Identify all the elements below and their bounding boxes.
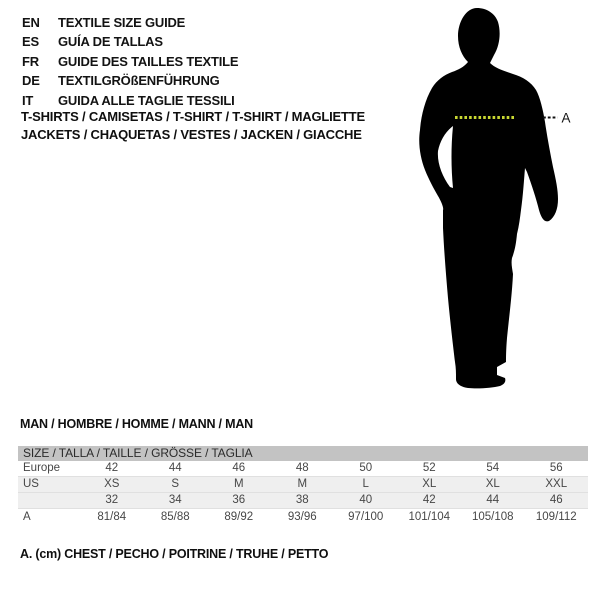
size-value: 81/84 [97,510,127,523]
garment-categories [21,108,365,144]
size-value: 32 [105,494,119,506]
section-title: MAN / HOMBRE / HOMME / MANN / MAN [20,417,253,431]
language-code: IT [22,92,34,108]
size-value: XS [104,478,120,490]
row-label: A [23,510,31,523]
size-value: 97/100 [348,510,384,523]
size-value: 54 [486,462,500,474]
measure-label-a: A [561,110,571,126]
language-code: FR [22,53,39,69]
size-value: 46 [549,494,563,506]
language-row [22,13,238,32]
size-value: 42 [105,462,119,474]
language-row [22,71,238,90]
size-value: S [171,478,180,490]
size-value: 36 [232,494,246,506]
size-value: 52 [422,462,436,474]
table-row-europe [18,461,588,477]
size-value: XL [422,478,437,490]
language-code: EN [22,15,40,30]
size-value: 50 [359,462,373,474]
language-title: TEXTILE SIZE GUIDE [58,15,186,30]
language-list [22,13,238,110]
size-value: 85/88 [160,510,190,523]
language-row [22,32,238,51]
man-silhouette [419,8,558,388]
table-row-chest-cm [18,509,588,525]
size-value: 46 [232,462,246,474]
size-value: 101/104 [408,510,451,523]
size-value: 34 [168,494,182,506]
size-value: L [362,478,369,490]
table-row-numeric [18,493,588,509]
size-value: XL [485,478,500,490]
size-value: 89/92 [224,510,254,523]
man-silhouette-figure [398,0,580,400]
measurement-footnote: A. (cm) CHEST / PECHO / POITRINE / TRUHE / PETTO [20,547,329,561]
size-value: 48 [295,462,309,474]
table-row-us [18,477,588,493]
row-label: US [23,478,39,490]
size-value: 38 [295,494,309,506]
language-code: ES [22,34,39,50]
size-value: 44 [486,494,500,506]
category-jackets: JACKETS / CHAQUETAS / VESTES / JACKEN / GIACCHE [21,126,362,142]
language-row [22,52,238,71]
language-title: GUIDA ALLE TAGLIE TESSILI [58,92,235,108]
category-tshirts: T-SHIRTS / CAMISETAS / T-SHIRT / T-SHIRT / MAGLIETTE [21,109,365,124]
size-value: 93/96 [287,510,317,523]
row-label: Europe [23,462,61,474]
size-value: 56 [549,462,563,474]
language-code: DE [22,73,40,89]
size-value: 42 [422,494,436,506]
size-value: 109/112 [535,510,577,523]
size-value: XXL [545,478,568,490]
size-value: M [297,478,308,490]
language-title: GUIDE DES TAILLES TEXTILE [58,53,239,69]
size-value: 44 [168,462,182,474]
size-table [18,446,588,525]
size-value: M [233,478,244,490]
language-title: GUÍA DE TALLAS [58,34,163,50]
size-table-header: SIZE / TALLA / TAILLE / GRÖSSE / TAGLIA [18,446,588,461]
language-title: TEXTILGRÖßENFÜHRUNG [58,73,220,89]
size-value: 40 [359,494,373,506]
size-value: 105/108 [471,510,514,523]
